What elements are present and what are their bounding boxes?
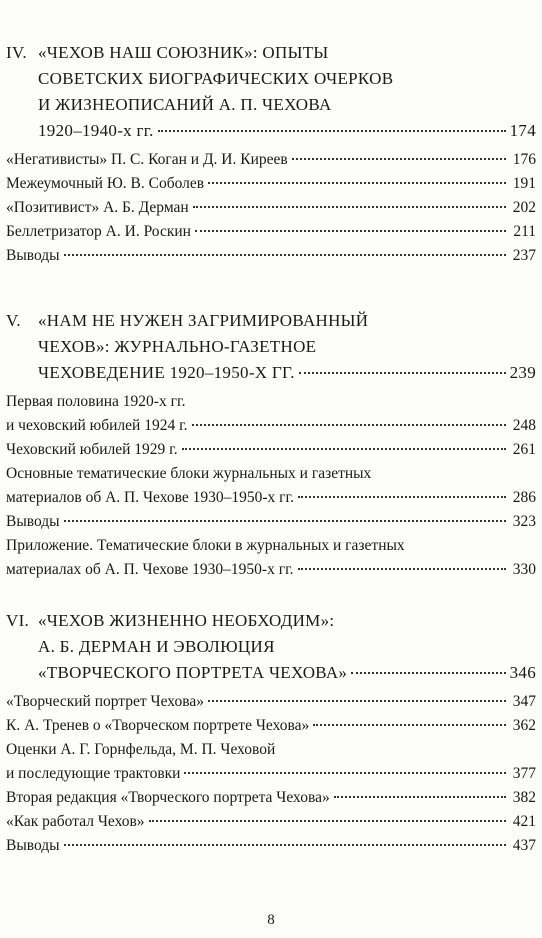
page-ref: 421 [512, 813, 536, 830]
page-ref: 437 [512, 837, 536, 854]
page-ref: 202 [512, 199, 536, 216]
page-ref: 377 [512, 765, 536, 782]
page-ref: 174 [509, 121, 536, 140]
entry-title: и чеховский юбилей 1924 г. [6, 417, 188, 434]
entry-title: «Как работал Чехов» [6, 813, 145, 830]
page-ref: 330 [512, 561, 536, 578]
chapter-title-line: «ЧЕХОВ ЖИЗНЕННО НЕОБХОДИМ»: [38, 611, 335, 630]
entry-title: Выводы [6, 837, 60, 854]
page-ref: 239 [509, 363, 536, 382]
entry-title: «Позитивист» А. Б. Дерман [6, 199, 189, 216]
dot-leader [184, 772, 506, 774]
chapter-title-last-line [38, 118, 536, 144]
entry-line: Основные тематические блоки журнальных и газетных [6, 465, 372, 482]
entry-title: 1920–1940-х гг. [38, 121, 154, 140]
chapter-title-line: И ЖИЗНЕОПИСАНИЙ А. П. ЧЕХОВА [38, 95, 332, 114]
page-ref: 191 [512, 175, 536, 192]
chapter-title-line: СОВЕТСКИХ БИОГРАФИЧЕСКИХ ОЧЕРКОВ [38, 69, 394, 88]
chapter-1 [6, 40, 536, 268]
entry-title: «Негативисты» П. С. Коган и Д. И. Киреев [6, 151, 288, 168]
toc-entry [6, 486, 536, 510]
chapter-entries [6, 690, 536, 858]
entry-title: Выводы [6, 513, 60, 530]
chapter-title-line: «ЧЕХОВ НАШ СОЮЗНИК»: ОПЫТЫ [38, 43, 329, 62]
page-ref: 323 [512, 513, 536, 530]
page-ref: 261 [512, 441, 536, 458]
entry-title: «ТВОРЧЕСКОГО ПОРТРЕТА ЧЕХОВА» [38, 663, 348, 682]
page-ref: 346 [509, 663, 536, 682]
dot-leader [195, 230, 506, 232]
entry-title: ЧЕХОВЕДЕНИЕ 1920–1950-Х ГГ. [38, 363, 295, 382]
page-ref: 286 [512, 489, 536, 506]
page-ref: 382 [512, 789, 536, 806]
entry-title: Чеховский юбилей 1929 г. [6, 441, 178, 458]
chapter-title [38, 308, 536, 386]
toc-entry [6, 690, 536, 714]
entry-title: материалов об А. П. Чехове 1930–1950-х гг. [6, 489, 294, 506]
chapter-entries [6, 148, 536, 268]
dot-leader [292, 158, 506, 160]
entry-title: Выводы [6, 247, 60, 264]
dot-leader [192, 424, 506, 426]
chapter-2 [6, 308, 536, 582]
chapter-heading [6, 40, 536, 144]
entry-title: Беллетризатор А. И. Роскин [6, 223, 191, 240]
toc-entry [6, 558, 536, 582]
chapter-entries [6, 390, 536, 582]
dot-leader [313, 724, 506, 726]
chapter-title-last-line [38, 360, 536, 386]
page-ref: 347 [512, 693, 536, 710]
dot-leader [208, 700, 506, 702]
entry-title: и последующие трактовки [6, 765, 181, 782]
dot-leader [298, 496, 506, 498]
chapter-title-line: А. Б. ДЕРМАН И ЭВОЛЮЦИЯ [38, 637, 275, 656]
toc-entry [6, 196, 536, 220]
page-ref: 211 [513, 223, 536, 240]
entry-title: К. А. Тренев о «Творческом портрете Чехова» [6, 717, 310, 734]
entry-title: «Творческий портрет Чехова» [6, 693, 204, 710]
page-ref: 237 [512, 247, 536, 264]
chapter-number: VI. [6, 611, 30, 630]
dot-leader [299, 372, 506, 374]
toc-entry [6, 414, 536, 438]
dot-leader [334, 796, 506, 798]
dot-leader [182, 448, 506, 450]
dot-leader [158, 130, 506, 132]
toc-entry [6, 810, 536, 834]
dot-leader [64, 254, 506, 256]
entry-line: Приложение. Тематические блоки в журнальных и газетных [6, 537, 405, 554]
chapter-heading [6, 308, 536, 386]
chapter-title [38, 608, 536, 686]
dot-leader [193, 206, 506, 208]
toc-entry [6, 220, 536, 244]
entry-title: Вторая редакция «Творческого портрета Чехова» [6, 789, 330, 806]
dot-leader [208, 182, 506, 184]
page-ref: 362 [512, 717, 536, 734]
chapter-number: IV. [6, 43, 27, 62]
chapter-number: V. [6, 311, 21, 330]
entry-line: Оценки А. Г. Горнфельда, М. П. Чеховой [6, 741, 276, 758]
page-number: 8 [267, 912, 275, 928]
chapter-heading [6, 608, 536, 686]
dot-leader [298, 568, 506, 570]
page-ref: 248 [512, 417, 536, 434]
toc-entry [6, 762, 536, 786]
toc-entry [6, 834, 536, 858]
dot-leader [64, 520, 506, 522]
chapter-title [38, 40, 536, 144]
chapter-title-line: ЧЕХОВ»: ЖУРНАЛЬНО-ГАЗЕТНОЕ [38, 337, 317, 356]
toc-entry [6, 148, 536, 172]
toc-entry [6, 714, 536, 738]
toc-entry [6, 786, 536, 810]
entry-title: Межеумочный Ю. В. Соболев [6, 175, 205, 192]
entry-title: материалах об А. П. Чехове 1930–1950-х гг. [6, 561, 294, 578]
toc-entry [6, 438, 536, 462]
entry-line: Первая половина 1920-х гг. [6, 393, 186, 410]
chapter-title-last-line [38, 660, 536, 686]
dot-leader [351, 672, 505, 674]
dot-leader [64, 844, 506, 846]
dot-leader [149, 820, 506, 822]
toc-entry [6, 244, 536, 268]
toc-entry [6, 510, 536, 534]
chapter-3 [6, 608, 536, 858]
chapter-title-line: «НАМ НЕ НУЖЕН ЗАГРИМИРОВАННЫЙ [38, 311, 369, 330]
page-ref: 176 [512, 151, 536, 168]
toc-entry [6, 172, 536, 196]
